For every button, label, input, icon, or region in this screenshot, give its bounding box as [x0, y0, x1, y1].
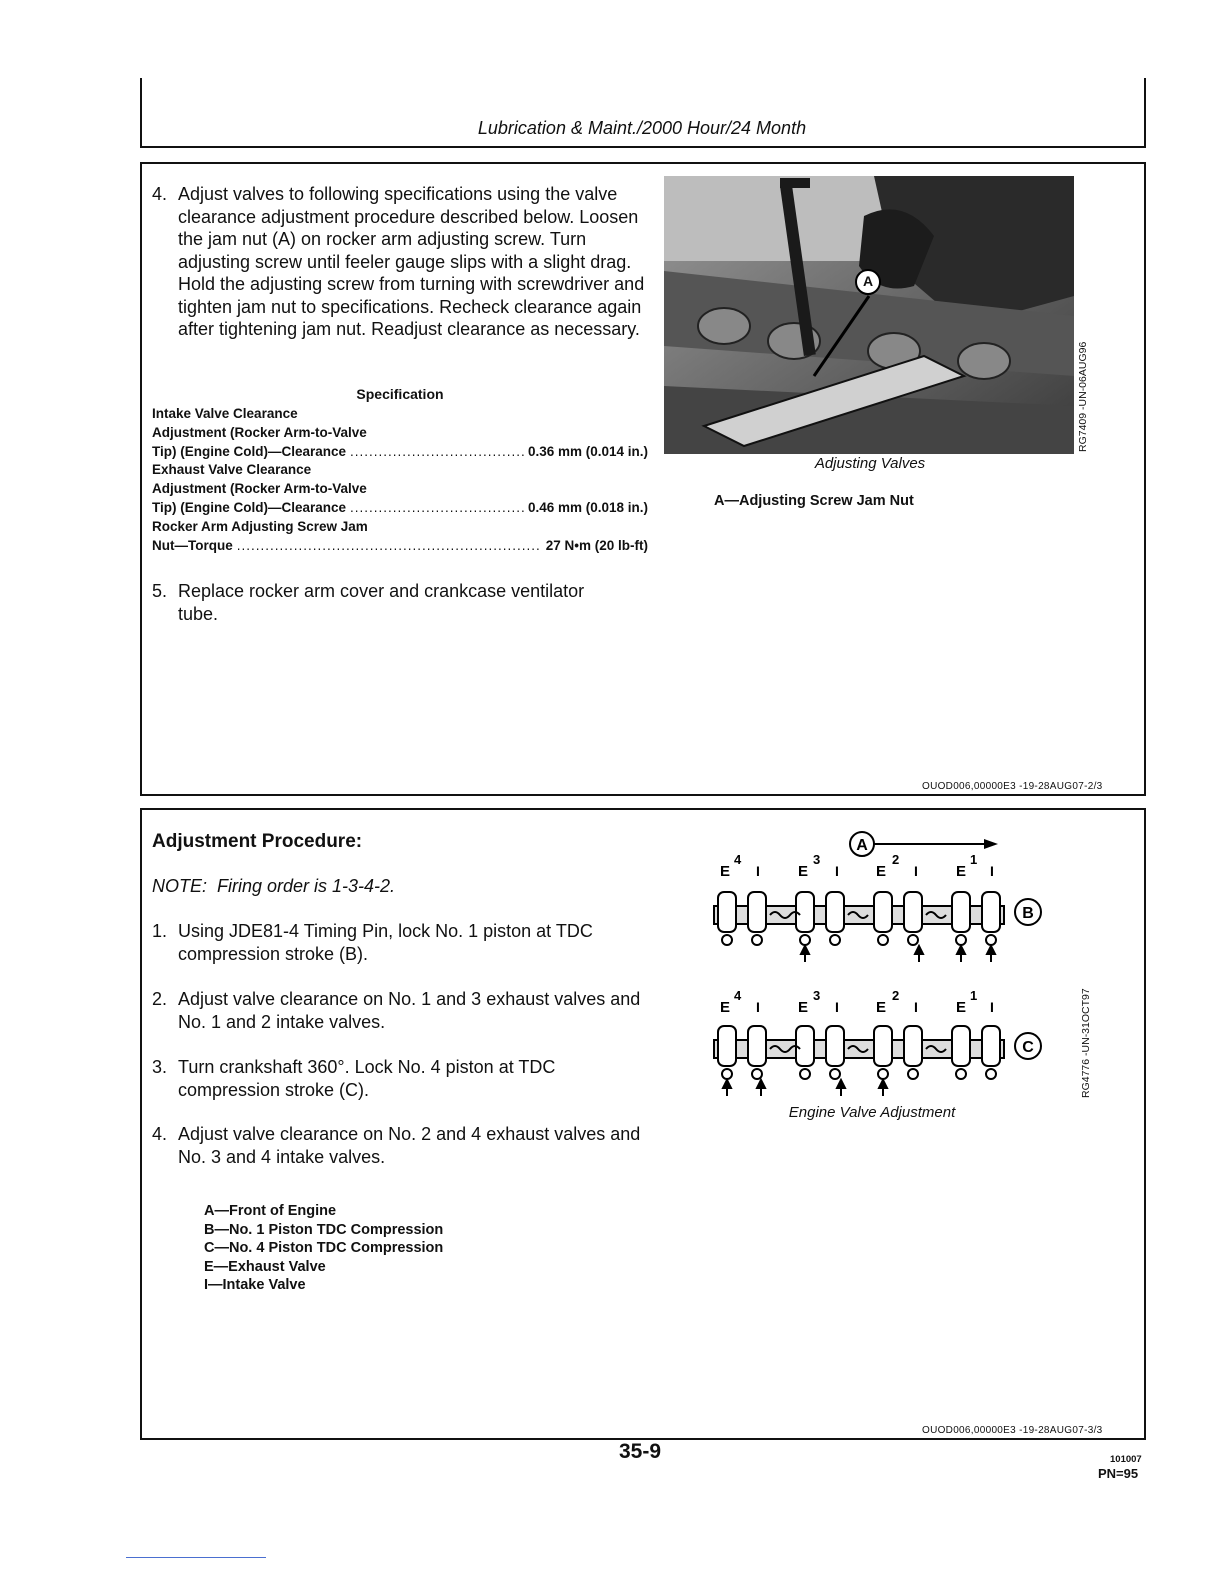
step-number: 3.	[152, 1057, 168, 1077]
leader-dots	[350, 499, 524, 518]
spec-value: 0.46 mm (0.018 in.)	[527, 499, 648, 515]
intake-label: I	[914, 863, 918, 879]
leader-dots	[237, 537, 542, 556]
step-5-replace-cover	[152, 580, 622, 625]
spec-line: Exhaust Valve Clearance	[152, 462, 312, 478]
legend-item: B—No. 1 Piston TDC Compression	[204, 1221, 444, 1238]
step-text: Replace rocker arm cover and crankcase ventilator tube.	[178, 581, 585, 624]
spec-line: Intake Valve Clearance	[152, 406, 298, 421]
engine-photo-illustration	[664, 176, 1074, 454]
intake-label: I	[914, 999, 918, 1015]
procedure-step-4	[152, 1123, 642, 1168]
cylinder-label: 2	[892, 852, 900, 867]
spec-item-torque	[152, 518, 648, 556]
cylinder-label: 4	[734, 852, 742, 867]
photo-caption: Adjusting Valves	[814, 455, 926, 472]
step-text: Adjust valves to following specifications using the valve clearance adjustment procedure described below. Loosen the jam nut (A) on rocker arm adjusting screw. Turn adjusting screw until feeler gauge slips with a slight drag. Hold the adjusting screw from turning with screwdriver and tighten jam nut to specifications. Recheck clearance again after tightening jam nut. Readjust clearance as necessary.	[178, 184, 645, 339]
spec-table	[152, 405, 648, 555]
procedure-step-2	[152, 988, 642, 1033]
page-number: 35-9	[618, 1440, 662, 1463]
spec-label: Tip) (Engine Cold)—Clearance	[152, 443, 347, 459]
leader-dots	[350, 443, 524, 462]
spec-row	[152, 499, 648, 518]
step-text: Adjust valve clearance on No. 2 and 4 exhaust valves and No. 3 and 4 intake valves.	[178, 1124, 641, 1167]
step-text: Adjust valve clearance on No. 1 and 3 exhaust valves and No. 1 and 2 intake valves.	[178, 989, 641, 1032]
spec-label: Nut—Torque	[152, 537, 233, 553]
exhaust-label: E	[876, 999, 887, 1016]
spec-value: 0.36 mm (0.014 in.)	[527, 443, 648, 459]
diagram-caption: Engine Valve Adjustment	[788, 1104, 956, 1121]
cylinder-label: 4	[734, 988, 742, 1003]
legend-item: C—No. 4 Piston TDC Compression	[204, 1240, 444, 1256]
exhaust-label: E	[876, 863, 887, 880]
exhaust-label: E	[720, 999, 731, 1016]
label-a: A	[856, 837, 868, 854]
rocker-shaft-c	[714, 1026, 1004, 1079]
spec-row	[152, 537, 648, 556]
diagram-vertical-ref: RG4776 -UN-31OCT97	[1080, 988, 1092, 1098]
firing-order-note: NOTE: Firing order is 1-3-4-2.	[152, 876, 396, 896]
procedure-step-3	[152, 1056, 622, 1101]
intake-label: I	[990, 863, 994, 879]
procedure-legend	[204, 1202, 443, 1295]
procedure-step-1	[152, 920, 632, 965]
procedure-heading: Adjustment Procedure:	[152, 831, 363, 852]
label-c: C	[1022, 1039, 1034, 1056]
exhaust-label: E	[956, 999, 967, 1016]
row-c-labels	[720, 988, 994, 1016]
photo-vertical-ref: RG7409 -UN-06AUG96	[1077, 341, 1089, 452]
spec-row	[152, 443, 648, 462]
intake-label: I	[756, 863, 760, 879]
cylinder-label: 1	[970, 988, 978, 1003]
section1-ref: OUOD006,00000E3 -19-28AUG07-2/3	[922, 781, 1103, 792]
footer-pn: PN=95	[1098, 1466, 1139, 1481]
spec-item-exhaust	[152, 461, 648, 517]
step-text: Turn crankshaft 360°. Lock No. 4 piston at TDC compression stroke (C).	[178, 1057, 556, 1100]
front-arrow-head	[984, 839, 998, 849]
intake-label: I	[835, 863, 839, 879]
legend-item: A—Front of Engine	[204, 1203, 337, 1219]
label-b: B	[1022, 905, 1034, 922]
callout-a: A	[862, 273, 874, 289]
footer-code: 101007	[1110, 1454, 1142, 1465]
photo-legend: A—Adjusting Screw Jam Nut	[714, 493, 914, 509]
step-number: 2.	[152, 989, 168, 1009]
intake-label: I	[990, 999, 994, 1015]
intake-label: I	[756, 999, 760, 1015]
spec-title: Specification	[356, 386, 444, 402]
intake-label: I	[835, 999, 839, 1015]
legend-item: I—Intake Valve	[204, 1277, 306, 1293]
running-header: Lubrication & Maint./2000 Hour/24 Month	[477, 118, 807, 138]
spec-line: Rocker Arm Adjusting Screw Jam	[152, 518, 368, 534]
step-number: 5.	[152, 581, 168, 601]
step-number: 1.	[152, 921, 168, 941]
row-c-arrows	[723, 1080, 887, 1096]
legend-item: E—Exhaust Valve	[204, 1258, 326, 1275]
section2-ref: OUOD006,00000E3 -19-28AUG07-3/3	[922, 1425, 1103, 1436]
spec-line: Adjustment (Rocker Arm-to-Valve	[152, 424, 367, 440]
cylinder-label: 1	[970, 852, 978, 867]
row-b-labels	[720, 852, 994, 880]
exhaust-label: E	[720, 863, 731, 880]
cylinder-label: 3	[813, 988, 821, 1003]
cylinder-label: 2	[892, 988, 900, 1003]
step-number: 4.	[152, 184, 168, 204]
cylinder-label: 3	[813, 852, 821, 867]
engine-valve-diagram	[700, 822, 1060, 1102]
rocker-shaft-b	[714, 892, 1004, 945]
step-number: 4.	[152, 1124, 168, 1144]
bottom-rule	[126, 1557, 266, 1558]
exhaust-label: E	[798, 999, 809, 1016]
spec-line: Adjustment (Rocker Arm-to-Valve	[152, 481, 367, 497]
step-4-adjust-valves	[152, 183, 652, 341]
spec-value: 27 N•m (20 lb-ft)	[545, 537, 648, 553]
exhaust-label: E	[798, 863, 809, 880]
exhaust-label: E	[956, 863, 967, 880]
spec-item-intake	[152, 405, 648, 461]
row-b-arrows	[801, 946, 995, 962]
adjusting-valves-photo	[664, 176, 1074, 454]
spec-label: Tip) (Engine Cold)—Clearance	[152, 499, 347, 515]
step-text: Using JDE81-4 Timing Pin, lock No. 1 piston at TDC compression stroke (B).	[178, 921, 593, 964]
